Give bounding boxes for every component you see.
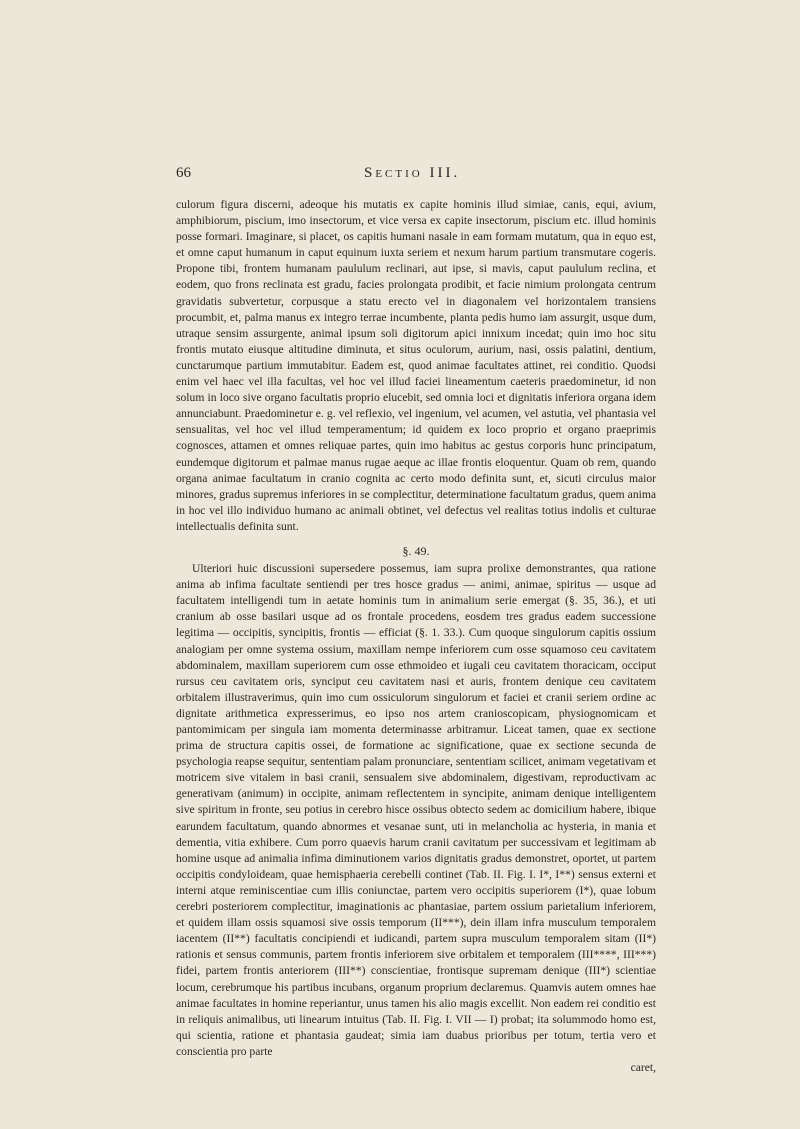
page-header [176,165,676,185]
paragraph-2: Ulteriori huic discussioni supersedere possemus, iam supra prolixe demonstrantes, qua ratione anima ab infima facultate sentiendi per tres hosce gradus — animi, animae, spiritus — usque ad facultatem intelligendi tum in aetate hominis tum in animalium serie emergat (§. 35, 36.), et uti cranium ab osse basilari usque ad os frontale procedens, eosdem tres gradus eadem successione legitima — occipitis, syncipitis, frontis — efficiat (§. 1. 33.). Cum quoque singulorum capitis ossium analogiam per omne systema ossium, maxillam nempe inferiorem cum osse squamoso ceu cavitatem abdominalem, maxillam superiorem cum osse ethmoideo et iugali ceu cavitatem thoracicam, occiput rursus ceu cavitatem oris, synciput ceu cavitatem nasi et auris, frontem denique ceu cavitatem orbitalem illustraverimus, quin imo cum ossiculorum singulorum et faciei et cranii seriem ordine ac dignitate arithmetica expresserimus, eo ipso nos artem cranioscopicam, physiognomicam et pantomimicam per singula iam momenta determinasse arbitramur. Liceat tamen, quae ex sectione prima de structura capitis ossei, de formatione ac significatione, quae ex sectione secunda de psychologia reapse sequitur, sententiam palam pronunciare, sententiam scilicet, animam vegetativam et motricem sive vitalem in basi cranii, sensualem sive abdominalem, digestivam, reproductivam ac generativam (animum) in occipite, animam reflectentem in syncipite, animam denique intelligentem sive spiritum in fronte, seu potius in cerebro hisce ossibus obtecto sedem ac domicilium habere, ibique earundem facultatum, quando abnormes et vesanae sunt, uti in melancholia ac hysteria, in mania et dementia, vitia exhibere. Cum porro quaevis harum cranii cavitatum per successivam et legitimam ab homine usque ad animalia infima diminutionem varios dignitatis gradus demonstret, oportet, ut partem occipitis condyloideam, quae hemisphaeria cerebelli continet (Tab. II. Fig. I. I*, I**) sensus externi et interni atque reminiscentiae cum illis coniunctae, partem vero occipitis superiorem (I*), quae lobum cerebri posteriorem complectitur, imaginationis ac phantasiae, partem ossium parietalium inferiorem, et quidem illam ossis squamosi sive ossis temporum (II***), dein illam infra musculum temporalem iacentem (II**) facultatis concipiendi et iudicandi, partem supra musculum temporalem sitam (II*) rationis et sensus communis, partem frontis inferiorem sive orbitalem et temporalem (III****, III***) fidei, partem frontis anteriorem (III**) conscientiae, frontisque supremam denique (III*) scientiae locum, cerebrumque his partibus incubans, organum proprium declaremus. Quamvis autem omnes hae animae facultates in homine reperiantur, unus tamen his alio magis excellit. Non eadem rei conditio est in reliquis animalibus, uti linearum intuitus (Tab. II. Fig. I. VII — I) probat; ita solummodo homo est, qui scientia, ratione et phantasia gaudeat; simia iam duabus prioribus per totum, tertia vero et conscientia pro parte [176,562,656,1058]
body-text [176,197,656,1076]
section-title: Sectio III. [364,165,461,181]
paragraph-1: culorum figura discerni, adeoque his mutatis ex capite hominis illud simiae, canis, equi, avium, amphibiorum, piscium, imo insectorum, et vice versa ex capite insectorum, piscium etc. illud hominis posse formari. Imaginare, si placet, os capitis humani nasale in eam formam mutatum, qua in equo est, et omne caput humanum in caput equinum iuxta seriem et nexum harum partium transmutare cogeris. Propone tibi, frontem humanam paululum reclinari, aut ipse, si mavis, caput paululum reclina, et eodem, quo frons reclinata est gradu, facies prolongata prodibit, et facie nimium prolongata centrum gravidatis subvertetur, corpusque a statu erecto vel in diagonalem vel horizontalem transiens procumbit, et, palma manus ex integro terrae incumbente, planta pedis humo iam assurgit, usque dum, utraque sensim assurgente, animal ipsum soli digitorum apici innixum incedat; quin imo hoc situ frontis mutato eiusque altitudine diminuta, et situs oculorum, aurium, nasi, ossis palatini, dentium, cunctarumque partium immutabitur. Eadem est, quod animae facultates attinet, rei conditio. Quodsi enim vel haec vel illa facultas, vel hoc vel illud faciei lineamentum caeteris praedominetur, id non solum in loco sive organo facultatis proprio elucebit, sed omnia loci et dignitatis inferiora organa idem annunciabunt. Praedominetur e. g. vel reflexio, vel ingenium, vel acumen, vel astutia, vel phantasia vel sensualitas, vel hoc vel illud temperamentum; id quidem ex loco proprio et organo praeprimis cognosces, attamen et omnes reliquae partes, quin imo habitus ac gestus corporis hunc principatum, eundemque digitorum et palmae manus rugae aeque ac illae frontis eloquentur. Quam ob rem, quando organa animae facultatum in cranio cognita ac certo modo definita sunt, et, sicuti circulus maior minores, gradus supremus inferiores in se complectitur, determinatione facultatum gradus, quem anima in hoc vel illo individuo humano ac animali obtinet, vel defectus vel realitas totius indolis et culturae intellectualis definita sunt. [176,198,656,533]
page-number: 66 [176,165,191,181]
section-mark: §. 49. [402,543,430,558]
catchword: caret, [630,1060,656,1074]
